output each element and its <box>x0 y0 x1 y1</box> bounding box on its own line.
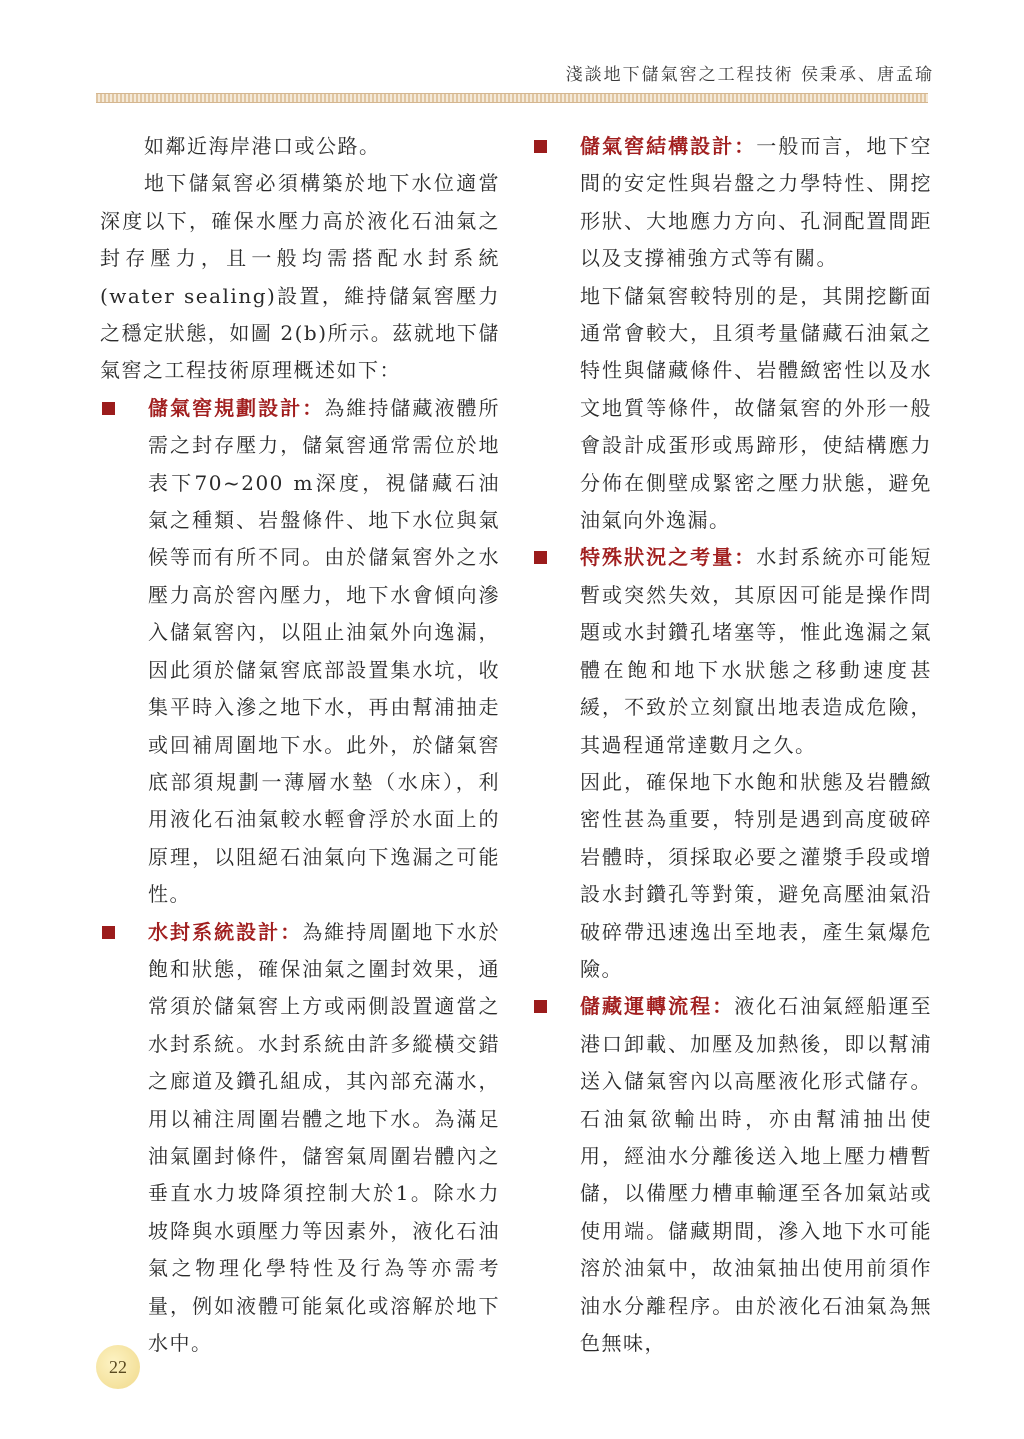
bullet-item <box>532 128 932 278</box>
square-bullet-icon <box>534 551 547 564</box>
square-bullet-icon <box>534 140 547 153</box>
decorative-header-rule <box>96 93 928 103</box>
paragraph: 如鄰近海岸港口或公路。 <box>144 134 381 158</box>
square-bullet-icon <box>102 926 115 939</box>
bullet-text: 為維持周圍地下水於飽和狀態，確保油氣之圍封效果，通常須於儲氣窖上方或兩側設置適當之水封系統。水封系統由許多縱橫交錯之廊道及鑽孔組成，其內部充滿水，用以補注周圍岩體之地下水。為滿足油氣圍封條件，儲窖氣周圍岩體內之垂直水力坡降須控制大於1。除水力坡降與水頭壓力等因素外，液化石油氣之物理化學特性及行為等亦需考量，例如液體可能氣化或溶解於地下水中。 <box>148 919 501 1355</box>
bullet-text: 水封系統亦可能短暫或突然失效，其原因可能是操作問題或水封鑽孔堵塞等，惟此逸漏之氣體在飽和地下水狀態之移動速度甚緩，不致於立刻竄出地表造成危險，其過程通常達數月之久。 <box>580 545 933 757</box>
square-bullet-icon <box>102 402 115 415</box>
bullet-continuation: 地下儲氣窖較特別的是，其開挖斷面通常會較大，且須考量儲藏石油氣之特性與儲藏條件、岩體緻密性以及水文地質等條件，故儲氣窖的外形一般會設計成蛋形或馬蹄形，使結構應力分佈在側壁成緊密之壓力狀態，避免油氣向外逸漏。 <box>580 283 932 533</box>
bullet-item <box>100 914 500 1363</box>
bullet-term: 水封系統設計： <box>148 919 303 944</box>
bullet-term: 儲氣窖規劃設計： <box>148 395 325 420</box>
bullet-term: 儲藏運轉流程： <box>580 994 735 1019</box>
bullet-text: 一般而言，地下空間的安定性與岩盤之力學特性、開挖形狀、大地應力方向、孔洞配置間距以及支撐補強方式等有關。 <box>580 134 933 271</box>
bullet-text: 為維持儲藏液體所需之封存壓力，儲氣窖通常需位於地表下70~200 m深度，視儲藏石油氣之種類、岩盤條件、地下水位與氣候等而有所不同。由於儲氣窖外之水壓力高於窖內壓力，地下水會傾向滲入儲氣窖內，以阻止油氣外向逸漏，因此須於儲氣窖底部設置集水坑，收集平時入滲之地下水，再由幫浦抽走或回補周圍地下水。此外，於儲氣窖底部須規劃一薄層水墊（水床），利用液化石油氣較水輕會浮於水面上的原理，以阻絕石油氣向下逸漏之可能性。 <box>148 395 501 907</box>
bullet-item <box>532 988 932 1362</box>
page-number-badge <box>96 1345 140 1389</box>
page-number: 22 <box>109 1356 127 1377</box>
running-header: 淺談地下儲氣窖之工程技術 侯秉承、唐孟瑜 <box>565 65 934 85</box>
right-column <box>532 128 932 1362</box>
bullet-item <box>532 539 932 763</box>
bullet-text: 液化石油氣經船運至港口卸載、加壓及加熱後，即以幫浦送入儲氣窖內以高壓液化形式儲存。石油氣欲輸出時，亦由幫浦抽出使用，經油水分離後送入地上壓力槽暫儲，以備壓力槽車輸運至各加氣站或使用端。儲藏期間，滲入地下水可能溶於油氣中，故油氣抽出使用前須作油水分離程序。由於液化石油氣為無色無味， <box>580 994 933 1355</box>
bullet-term: 儲氣窖結構設計： <box>580 134 757 158</box>
square-bullet-icon <box>534 1000 547 1013</box>
paragraph: 地下儲氣窖必須構築於地下水位適當深度以下，確保水壓力高於液化石油氣之封存壓力，且一般均需搭配水封系統(water sealing)設置，維持儲氣窖壓力之穩定狀態，如圖 2(b)所示。茲就地下儲氣窖之工程技術原理概述如下： <box>100 171 500 383</box>
left-column <box>100 128 500 1362</box>
bullet-term: 特殊狀況之考量： <box>580 545 757 570</box>
bullet-continuation: 因此，確保地下水飽和狀態及岩體緻密性甚為重要，特別是遇到高度破碎岩體時，須採取必要之灌漿手段或增設水封鑽孔等對策，避免高壓油氣沿破碎帶迅速逸出至地表，產生氣爆危險。 <box>580 769 932 981</box>
bullet-item <box>100 390 500 914</box>
